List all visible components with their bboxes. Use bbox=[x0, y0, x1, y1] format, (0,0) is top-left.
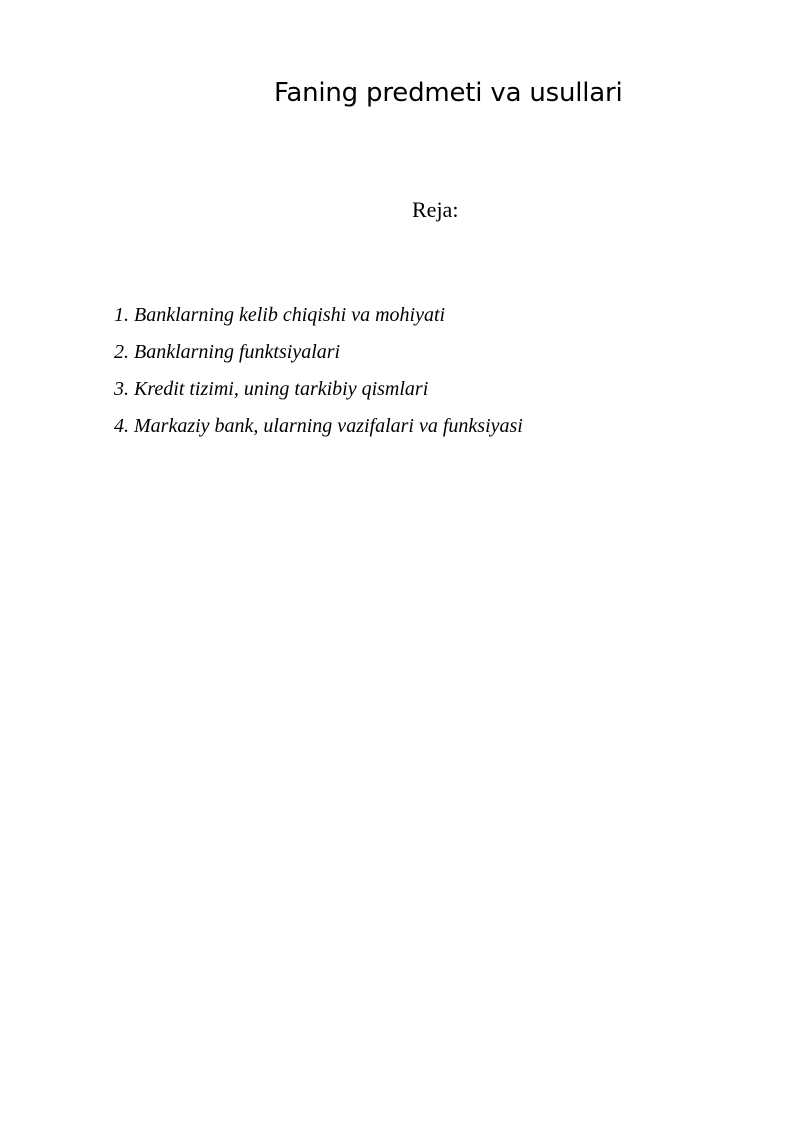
plan-item bbox=[114, 300, 523, 337]
plan-item-number: 4. bbox=[114, 415, 129, 437]
plan-heading: Reja: bbox=[412, 197, 459, 222]
plan-item-text: Banklarning funktsiyalari bbox=[134, 341, 341, 363]
plan-item-text: Markaziy bank, ularning vazifalari va funksiyasi bbox=[134, 415, 523, 437]
plan-item-text: Banklarning kelib chiqishi va mohiyati bbox=[134, 304, 446, 326]
plan-item bbox=[114, 337, 523, 374]
plan-item-number: 1. bbox=[114, 304, 129, 326]
plan-item-text: Kredit tizimi, uning tarkibiy qismlari bbox=[134, 378, 429, 400]
document-title: Faning predmeti va usullari bbox=[274, 78, 623, 108]
plan-item bbox=[114, 374, 523, 411]
plan-item bbox=[114, 411, 523, 448]
plan-list bbox=[114, 300, 523, 448]
plan-item-number: 2. bbox=[114, 341, 129, 363]
plan-item-number: 3. bbox=[114, 378, 129, 400]
